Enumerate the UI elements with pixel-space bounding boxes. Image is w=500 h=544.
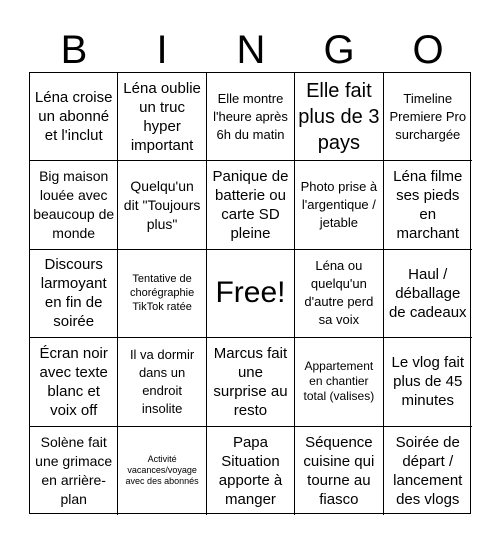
cell-text: Haul / déballage de cadeaux — [388, 265, 467, 321]
cell-text: Léna ou quelqu'un d'autre perd sa voix — [304, 258, 374, 328]
free-space-label: Free! — [215, 276, 286, 310]
bingo-cell[interactable] — [118, 250, 206, 338]
cell-text: Elle montre l'heure après 6h du matin — [213, 90, 288, 142]
cell-text: Elle fait plus de 3 pays — [298, 79, 380, 154]
bingo-cell[interactable] — [30, 427, 118, 515]
cell-text: Léna oublie un truc hyper important — [123, 79, 201, 154]
cell-text: Léna croise un abonné et l'inclut — [34, 89, 113, 145]
free-space-cell[interactable] — [207, 250, 295, 338]
cell-text: Soirée de départ / lancement des vlogs — [393, 433, 463, 508]
header-letter-i: I — [156, 28, 168, 72]
bingo-cell[interactable] — [30, 161, 118, 249]
cell-text: Activité vacances/voyage avec des abonnés — [125, 454, 199, 487]
bingo-cell[interactable] — [295, 161, 383, 249]
bingo-cell[interactable] — [384, 427, 472, 515]
cell-text: Il va dormir dans un endroit insolite — [129, 346, 195, 416]
cell-text: Séquence cuisine qui tourne au fiasco — [303, 433, 375, 508]
bingo-cell[interactable] — [384, 73, 472, 161]
header-letter-b: B — [60, 28, 88, 72]
bingo-card-grid — [29, 72, 471, 514]
bingo-cell[interactable] — [295, 73, 383, 161]
bingo-cell[interactable] — [384, 161, 472, 249]
cell-text: Léna filme ses pieds en marchant — [393, 168, 463, 243]
cell-text: Photo prise à l'argentique / jetable — [300, 179, 378, 231]
bingo-cell[interactable] — [30, 73, 118, 161]
bingo-cell[interactable] — [207, 73, 295, 161]
bingo-cell[interactable] — [384, 250, 472, 338]
cell-text: Le vlog fait plus de 45 minutes — [391, 354, 465, 410]
bingo-cell[interactable] — [118, 73, 206, 161]
header-letter-n: N — [236, 28, 266, 72]
bingo-cell[interactable] — [384, 338, 472, 426]
cell-text: Tentative de chorégraphie TikTok ratée — [129, 273, 195, 314]
cell-text: Solène fait une grimace en arrière-plan — [35, 433, 113, 507]
bingo-cell[interactable] — [118, 161, 206, 249]
cell-text: Discours larmoyant en fin de soirée — [40, 256, 107, 331]
cell-text: Appartement en chantier total (valises) — [303, 359, 375, 404]
bingo-cell[interactable] — [207, 338, 295, 426]
cell-text: Panique de batterie ou carte SD pleine — [212, 168, 289, 243]
bingo-cell[interactable] — [30, 250, 118, 338]
header-letter-o: O — [412, 28, 444, 72]
cell-text: Quelqu'un dit "Toujours plus" — [123, 177, 201, 232]
bingo-cell[interactable] — [207, 161, 295, 249]
cell-text: Timeline Premiere Pro surchargée — [389, 90, 467, 142]
cell-text: Papa Situation apporte à manger — [218, 433, 283, 508]
bingo-cell[interactable] — [118, 338, 206, 426]
cell-text: Marcus fait une surprise au resto — [213, 344, 288, 419]
bingo-cell[interactable] — [295, 427, 383, 515]
header-letter-g: G — [323, 28, 355, 72]
bingo-cell[interactable] — [118, 427, 206, 515]
bingo-cell[interactable] — [295, 338, 383, 426]
bingo-cell[interactable] — [207, 427, 295, 515]
bingo-cell[interactable] — [295, 250, 383, 338]
cell-text: Big maison louée avec beaucoup de monde — [33, 168, 115, 242]
bingo-header — [30, 28, 472, 72]
bingo-cell[interactable] — [30, 338, 118, 426]
cell-text: Écran noir avec texte blanc et voix off — [39, 344, 108, 419]
